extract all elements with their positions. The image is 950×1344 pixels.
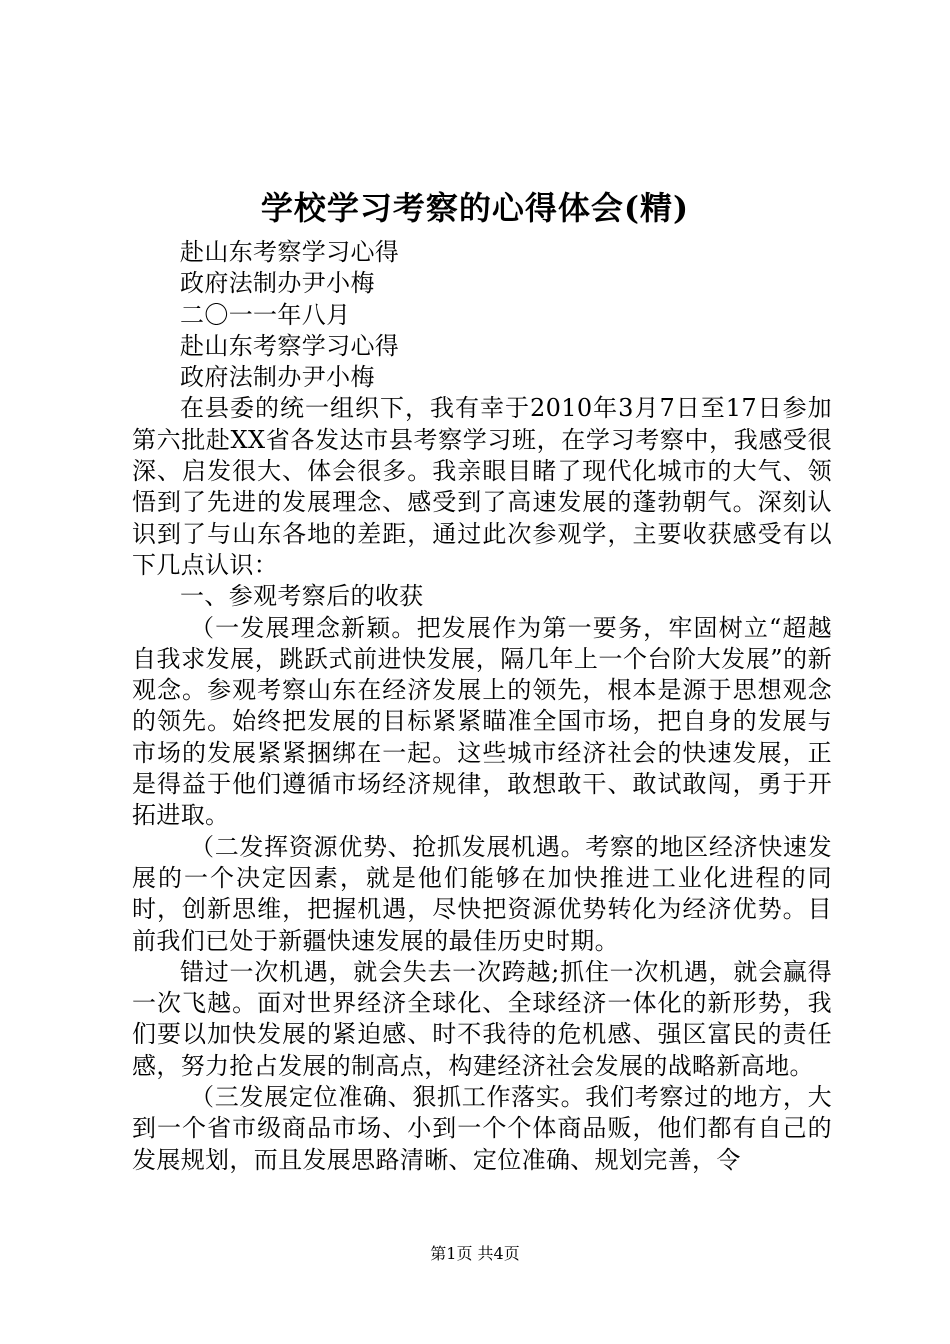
document-title: 学校学习考察的心得体会(精) [260, 189, 690, 227]
paragraph: （二发挥资源优势、抢抓发展机遇。考察的地区经济快速发展的一个决定因素，就是他们能够在加快推进工业化进程的同时，创新思维，把握机遇，尽快把资源优势转化为经济优势。目前我们已处于新疆快速发展的最佳历史时期。 [132, 832, 832, 955]
page-footer: 第1页 共4页 [430, 1244, 520, 1263]
paragraph: 赴山东考察学习心得 [180, 238, 400, 266]
paragraph: 赴山东考察学习心得 [180, 331, 400, 360]
paragraph: 政府法制办尹小梅 [180, 363, 375, 392]
document-body [132, 237, 832, 1176]
paragraph: 二〇一一年八月 [180, 300, 351, 329]
paragraph: 在县委的统一组织下，我有幸于2010年3月7日至17日参加第六批赴XX省各发达市县考察学习班，在学习考察中，我感受很深、启发很大、体会很多。我亲眼目睹了现代化城市的大气、领悟到了先进的发展理念、感受到了高速发展的蓬勃朝气。深刻认识到了与山东各地的差距，通过此次参观学，主要收获感受有以下几点认识： [132, 394, 832, 579]
paragraph: 政府法制办尹小梅 [180, 269, 375, 298]
paragraph: 错过一次机遇，就会失去一次跨越;抓住一次机遇，就会赢得一次飞越。面对世界经济全球化、全球经济一体化的新形势，我们要以加快发展的紧迫感、时不我待的危机感、强区富民的责任感，努力抢占发展的制高点，构建经济社会发展的战略新高地。 [132, 957, 832, 1080]
section-heading: 一、参观考察后的收获 [180, 582, 424, 611]
paragraph: （一发展理念新颖。把发展作为第一要务，牢固树立“超越自我求发展，跳跃式前进快发展，隔几年上一个台阶大发展”的新观念。参观考察山东在经济发展上的领先，根本是源于思想观念的领先。始终把发展的目标紧紧瞄准全国市场，把自身的发展与市场的发展紧紧捆绑在一起。这些城市经济社会的快速发展，正是得益于他们遵循市场经济规律，敢想敢干、敢试敢闯，勇于开拓进取。 [132, 613, 832, 830]
paragraph: （三发展定位准确、狠抓工作落实。我们考察过的地方，大到一个省市级商品市场、小到一个个体商品贩，他们都有自己的发展规划，而且发展思路清晰、定位准确、规划完善，令 [132, 1083, 832, 1174]
